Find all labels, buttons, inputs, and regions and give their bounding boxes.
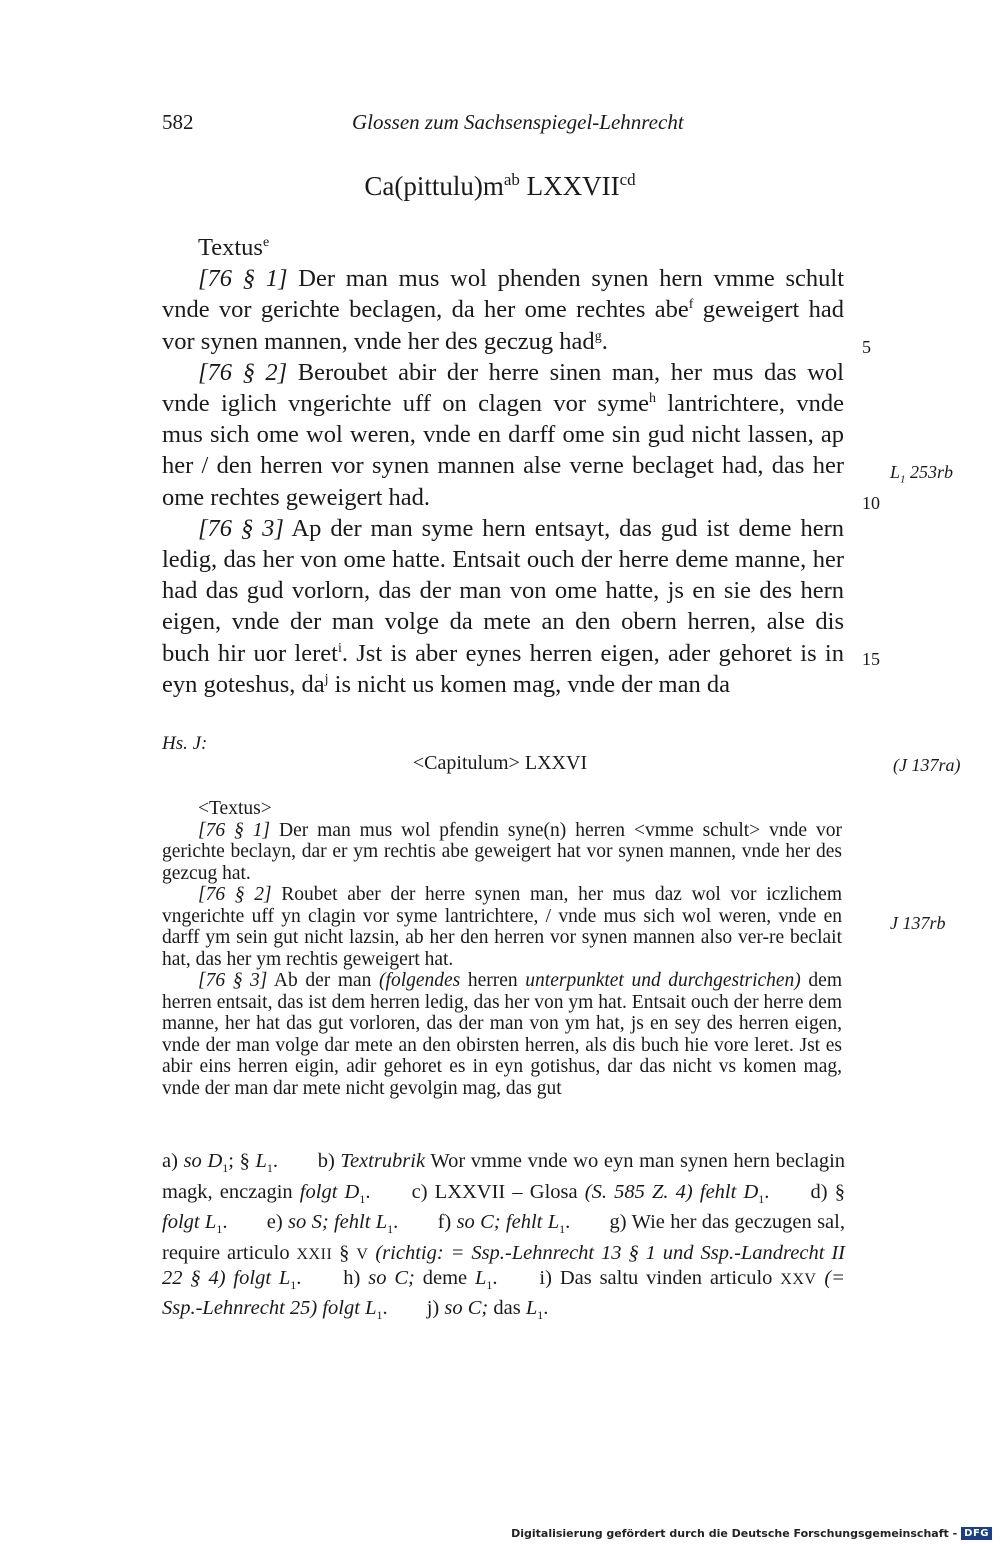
footnote-i: i) Das saltu vinden articulo XXV (= Ssp.-Lehnrecht 25) folgt $L_1$. (162, 1266, 845, 1323)
manuscript-textus: <Textus> (198, 798, 272, 819)
manuscript-paragraph-1: [76 § 1] Der man mus wol pfendin syne(n) herren <vmme schult> vnde vor gerichte beclayn, dar er ym rechtis abe geweigert hat vor synen mannen, vnde her des gezcug hat. (162, 819, 842, 884)
dfg-logo: DFG (961, 1527, 992, 1540)
footnote-marker: g (594, 328, 602, 344)
chapter-title: Ca(pittulu)m (364, 171, 504, 201)
section-ref: [76 § 3] (198, 514, 284, 542)
manuscript-paragraph-2: [76 § 2] Roubet aber der herre synen man, her mus daz wol vor iczlichem vngerichte uff yn clagin vor syme lantrichtere, / vnde mus sich wol weren, vnde en darff ym sein gut nicht lazsin, ab her den herren vor synen mannen also ver-re beclait hat, das her ym rechtis geweigert hat. (162, 884, 842, 970)
footnote-g: g) Wie her das geczugen sal, require articulo XXII § V (richtig: = Ssp.-Lehnrecht 13 § 1 und Ssp.-Landrecht II 22 § 4) folgt $L_1$. (162, 1211, 845, 1292)
manuscript-text (162, 798, 842, 1099)
footnote-j: j) so C; das $L_1$. (426, 1297, 549, 1323)
main-paragraph-3: [76 § 3] Ap der man syme hern entsayt, das gud ist deme hern ledig, das her von ome hatte. Entsait ouch der herre deme manne, her had das gud vorlorn, das der man von ome hatte, js en sie des hern eigen, vnde der man volge da mete an den obern herren, alse dis buch hir uor leret$^i$. Jst is aber eynes herren eigen, ader gehoret is in eyn goteshus, $da^j$ is nicht us komen mag, vnde der man da (162, 514, 844, 698)
main-text (162, 232, 844, 700)
editorial-note: unterpunktet und durchgestrichen) (525, 970, 801, 991)
funding-text: Digitalisierung gefördert durch die Deutsche Forschungsgemeinschaft - (511, 1527, 958, 1540)
chapter-numeral: LXXVII (519, 171, 620, 201)
footnote-e: e) so S; fehlt $L_1$. (266, 1211, 399, 1237)
footnote-marker: i (337, 640, 342, 656)
section-ref: [76 § 1] (198, 819, 271, 841)
manuscript-label: Hs. J: (162, 733, 208, 754)
line-number: 10 (862, 493, 880, 513)
footnote-f: f) so C; fehlt $L_1$. (437, 1211, 571, 1237)
section-ref: [76 § 2] (198, 884, 272, 905)
footnote-block (162, 1150, 845, 1328)
margin-ref-j137rb: J 137rb (890, 913, 946, 933)
footnote-marker: h (649, 390, 657, 406)
margin-ref-l1: $L_1$ 253rb (890, 462, 954, 486)
manuscript-chapter: <Capitulum> LXXVI (412, 752, 588, 774)
line-number: 5 (862, 337, 871, 357)
main-paragraph-1: [76 § 1] Der man mus wol phenden synen hern vmme schult vnde vor gerichte beclagen, da her ome rechtes abe$^f$ geweigert had vor synen mannen, vnde her des geczug had$^g$. (162, 265, 845, 355)
page-number: 582 (162, 110, 194, 134)
footnote-marker: j (324, 671, 329, 687)
footnote-marker: ab (503, 170, 520, 189)
footnote-marker: cd (619, 170, 636, 189)
footnote-b: b) Textrubrik Wor vmme vnde wo eyn man synen hern beclagin magk, enczagin folgt $D_1$. (162, 1150, 846, 1206)
chapter-heading (0, 170, 1000, 202)
section-ref: [76 § 1] (198, 265, 288, 293)
footnote-h: h) so C; deme $L_1$. (343, 1266, 498, 1292)
manuscript-paragraph-3: [76 § 3] Ab der man (folgendes herren unterpunktet und durchgestrichen) dem herren entsait, das ist dem herren ledig, das her von ym hat. Entsait ouch der herre dem manne, her hat das gut vorloren, das der man von ym hat, js en sey des herren eigen, vnde der man volge dar mete an den obirsten herren, als dis buch hie vore leret. Jst es abir eins herren eigin, adir gehoret es in eyn gotishus, dar das nicht vs komen mag, vnde der man dar mete nicht gevolgin mag, das gut (162, 970, 842, 1099)
footnote-c: c) LXXVII – Glosa (S. 585 Z. 4) fehlt $D_1$. (411, 1180, 770, 1206)
editorial-note: (folgendes (379, 970, 461, 991)
footnotes (162, 1150, 845, 1328)
footnote-a: a) so $D_1$; § $L_1$. (162, 1150, 279, 1176)
line-number: 15 (862, 649, 880, 669)
textus-heading: Textus$^e$ (198, 234, 270, 261)
section-ref: [76 § 2] (198, 358, 288, 386)
footnote-marker: e (262, 234, 270, 250)
footnote-d: d) § folgt $L_1$. (162, 1180, 845, 1237)
running-title: Glossen zum Sachsenspiegel-Lehnrecht (352, 110, 684, 134)
section-ref: [76 § 3] (198, 970, 268, 991)
margin-ref-j137ra: (J 137ra) (893, 755, 961, 775)
main-paragraph-2: [76 § 2] Beroubet abir der herre sinen man, her mus das wol vnde iglich vngerichte uff on clagen vor syme$^h$ lantrichtere, vnde mus sich ome wol weren, vnde en darff ome sin gud nicht lassen, ap her / den herren vor synen mannen alse verne beclaget had, das her ome rechtes geweigert had. (162, 358, 844, 511)
funding-credit (511, 1527, 992, 1540)
footnote-marker: f (688, 297, 694, 313)
